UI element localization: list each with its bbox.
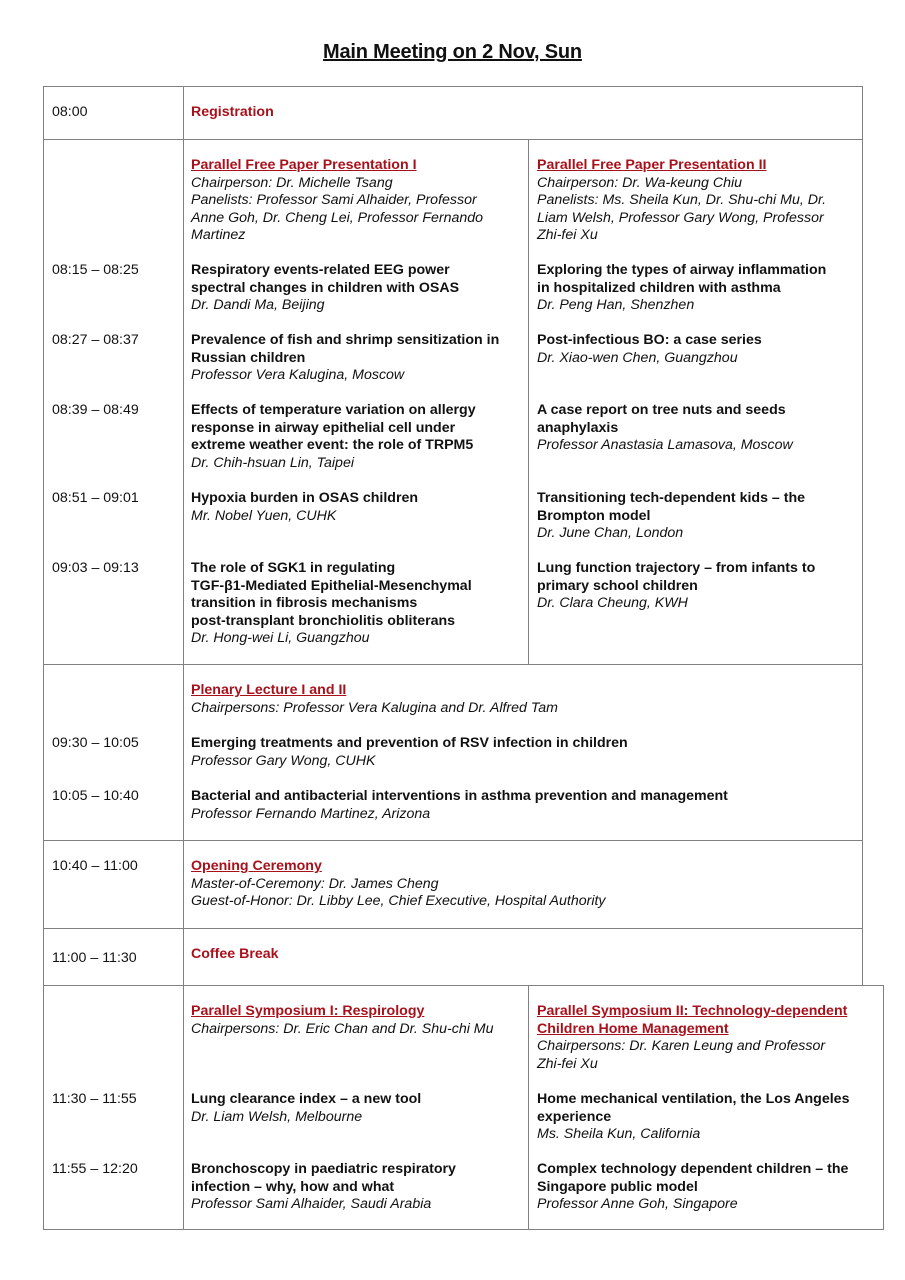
presentation-title-line: Russian children: [191, 349, 306, 366]
presentation-title-line: post-transplant bronchiolitis obliterans: [191, 612, 456, 629]
registration-row: [43, 86, 863, 140]
column-divider: [183, 840, 184, 929]
talk-speaker: Professor Anne Goh, Singapore: [537, 1196, 738, 1213]
symposium-1-header: [191, 1003, 494, 1038]
opening-guest: Guest-of-Honor: Dr. Libby Lee, Chief Executive, Hospital Authority: [191, 893, 606, 910]
talk-title-line: Home mechanical ventilation, the Los Angeles: [537, 1091, 850, 1107]
plenary-time: 09:30 – 10:05: [52, 735, 139, 751]
session-panel-line: Liam Welsh, Professor Gary Wong, Professor: [537, 209, 824, 226]
presentation-right: [537, 402, 793, 455]
plenary-title: Plenary Lecture I and II: [191, 682, 347, 698]
talk-title-line: Complex technology dependent children – the: [537, 1161, 849, 1177]
presentation-speaker: Dr. Hong-wei Li, Guangzhou: [191, 630, 370, 647]
column-divider: [183, 139, 184, 665]
plenary-talk-speaker: Professor Fernando Martinez, Arizona: [191, 805, 431, 822]
symposium-talk-left: [191, 1161, 456, 1214]
presentation-title-line: The role of SGK1 in regulating: [191, 560, 396, 576]
slot-time: 09:03 – 09:13: [52, 560, 139, 576]
presentation-title-line: spectral changes in children with OSAS: [191, 279, 460, 296]
opening-mc: Master-of-Ceremony: Dr. James Cheng: [191, 875, 439, 892]
symposium-title: Parallel Symposium I: Respirology: [191, 1003, 425, 1019]
presentation-left: [191, 332, 499, 385]
presentation-speaker: Dr. Dandi Ma, Beijing: [191, 297, 325, 314]
coffee-label: Coffee Break: [191, 946, 279, 962]
slot-time: 11:55 – 12:20: [52, 1161, 138, 1177]
talk-title-line: Bronchoscopy in paediatric respiratory: [191, 1161, 456, 1177]
coffee-time: 11:00 – 11:30: [52, 950, 137, 966]
free-paper-session-1-header: [191, 157, 526, 245]
symposium-title-line: Children Home Management: [537, 1020, 729, 1037]
presentation-title-line: Respiratory events-related EEG power: [191, 262, 450, 278]
presentation-left: [191, 560, 472, 648]
column-divider: [183, 985, 184, 1230]
presentation-title-line: primary school children: [537, 577, 698, 594]
presentation-speaker: Dr. June Chan, London: [537, 525, 684, 542]
presentation-title-line: Exploring the types of airway inflammation: [537, 262, 827, 278]
session-title: Parallel Free Paper Presentation II: [537, 157, 767, 173]
talk-title-line: infection – why, how and what: [191, 1178, 395, 1195]
presentation-title-line: Lung function trajectory – from infants to: [537, 560, 816, 576]
presentation-title-line: Brompton model: [537, 507, 651, 524]
presentation-title-line: Prevalence of fish and shrimp sensitization in: [191, 332, 500, 348]
plenary-talk-title: Emerging treatments and prevention of RSV infection in children: [191, 735, 628, 751]
presentation-right: [537, 490, 805, 543]
symposium-chair-line: Chairpersons: Dr. Karen Leung and Professor: [537, 1038, 826, 1055]
presentation-speaker: Mr. Nobel Yuen, CUHK: [191, 507, 337, 524]
presentation-title-line: Post-infectious BO: a case series: [537, 332, 762, 348]
symposium-talk-left: [191, 1091, 421, 1126]
talk-title-line: Singapore public model: [537, 1178, 698, 1195]
slot-time: 08:15 – 08:25: [52, 262, 139, 278]
column-divider: [528, 139, 529, 665]
presentation-right: [537, 560, 815, 613]
presentation-title-line: TGF-β1-Mediated Epithelial-Mesenchymal: [191, 577, 472, 594]
presentation-title-line: Hypoxia burden in OSAS children: [191, 490, 419, 506]
session-panel-line: Anne Goh, Dr. Cheng Lei, Professor Fernando: [191, 209, 484, 226]
presentation-speaker: Professor Vera Kalugina, Moscow: [191, 367, 405, 384]
symposium-talk-right: [537, 1161, 848, 1214]
presentation-title-line: extreme weather event: the role of TRPM5: [191, 437, 474, 454]
talk-title-line: experience: [537, 1108, 612, 1125]
column-divider: [183, 86, 184, 140]
presentation-speaker: Dr. Peng Han, Shenzhen: [537, 297, 695, 314]
talk-speaker: Professor Sami Alhaider, Saudi Arabia: [191, 1196, 432, 1213]
plenary-header: [191, 682, 558, 717]
slot-time: 08:39 – 08:49: [52, 402, 139, 418]
opening-details: [191, 858, 606, 911]
presentation-title-line: anaphylaxis: [537, 419, 619, 436]
opening-title: Opening Ceremony: [191, 858, 322, 874]
presentation-left: [191, 262, 459, 315]
plenary-talk-title: Bacterial and antibacterial interventions in asthma prevention and management: [191, 788, 728, 804]
opening-time: 10:40 – 11:00: [52, 858, 138, 874]
symposium-chair-line: Zhi-fei Xu: [537, 1055, 598, 1072]
presentation-speaker: Dr. Clara Cheung, KWH: [537, 595, 688, 612]
symposium-2-header: [537, 1003, 847, 1073]
symposium-title-line: Parallel Symposium II: Technology-dependent: [537, 1003, 848, 1019]
presentation-title-line: A case report on tree nuts and seeds: [537, 402, 786, 418]
registration-label: Registration: [191, 104, 274, 120]
plenary-talk-speaker: Professor Gary Wong, CUHK: [191, 752, 376, 769]
session-chair: Chairperson: Dr. Michelle Tsang: [191, 174, 393, 191]
session-panel-line: Panelists: Professor Sami Alhaider, Professor: [191, 192, 477, 209]
column-divider: [183, 664, 184, 841]
session-chair: Chairperson: Dr. Wa-keung Chiu: [537, 174, 743, 191]
slot-time: 11:30 – 11:55: [52, 1091, 137, 1107]
presentation-title-line: in hospitalized children with asthma: [537, 279, 781, 296]
presentation-title-line: Effects of temperature variation on allergy: [191, 402, 476, 418]
plenary-time: 10:05 – 10:40: [52, 788, 139, 804]
presentation-title-line: response in airway epithelial cell under: [191, 419, 456, 436]
column-divider: [183, 928, 184, 986]
presentation-title-line: transition in fibrosis mechanisms: [191, 595, 418, 612]
symposium-chair: Chairpersons: Dr. Eric Chan and Dr. Shu-chi Mu: [191, 1020, 494, 1037]
plenary-talk: [191, 735, 628, 770]
slot-time: 08:27 – 08:37: [52, 332, 139, 348]
presentation-speaker: Dr. Chih-hsuan Lin, Taipei: [191, 454, 354, 471]
presentation-title-line: Transitioning tech-dependent kids – the: [537, 490, 806, 506]
registration-time: 08:00: [52, 104, 88, 120]
coffee-break-row: [43, 928, 863, 986]
page-title: Main Meeting on 2 Nov, Sun: [323, 41, 582, 63]
session-title: Parallel Free Paper Presentation I: [191, 157, 417, 173]
presentation-speaker: Dr. Xiao-wen Chen, Guangzhou: [537, 349, 738, 366]
free-paper-session-2-header: [537, 157, 862, 245]
presentation-right: [537, 262, 826, 315]
presentation-speaker: Professor Anastasia Lamasova, Moscow: [537, 437, 793, 454]
session-panel-line: Panelists: Ms. Sheila Kun, Dr. Shu-chi Mu, Dr.: [537, 192, 827, 209]
talk-speaker: Ms. Sheila Kun, California: [537, 1126, 701, 1143]
symposium-talk-right: [537, 1091, 849, 1144]
presentation-left: [191, 402, 476, 472]
plenary-chair: Chairpersons: Professor Vera Kalugina and Dr. Alfred Tam: [191, 699, 558, 716]
slot-time: 08:51 – 09:01: [52, 490, 139, 506]
presentation-left: [191, 490, 418, 525]
talk-title-line: Lung clearance index – a new tool: [191, 1091, 422, 1107]
column-divider: [528, 985, 529, 1230]
talk-speaker: Dr. Liam Welsh, Melbourne: [191, 1108, 363, 1125]
session-panel-line: Martinez: [191, 227, 246, 244]
session-panel-line: Zhi-fei Xu: [537, 227, 598, 244]
plenary-talk: [191, 788, 728, 823]
presentation-right: [537, 332, 762, 367]
